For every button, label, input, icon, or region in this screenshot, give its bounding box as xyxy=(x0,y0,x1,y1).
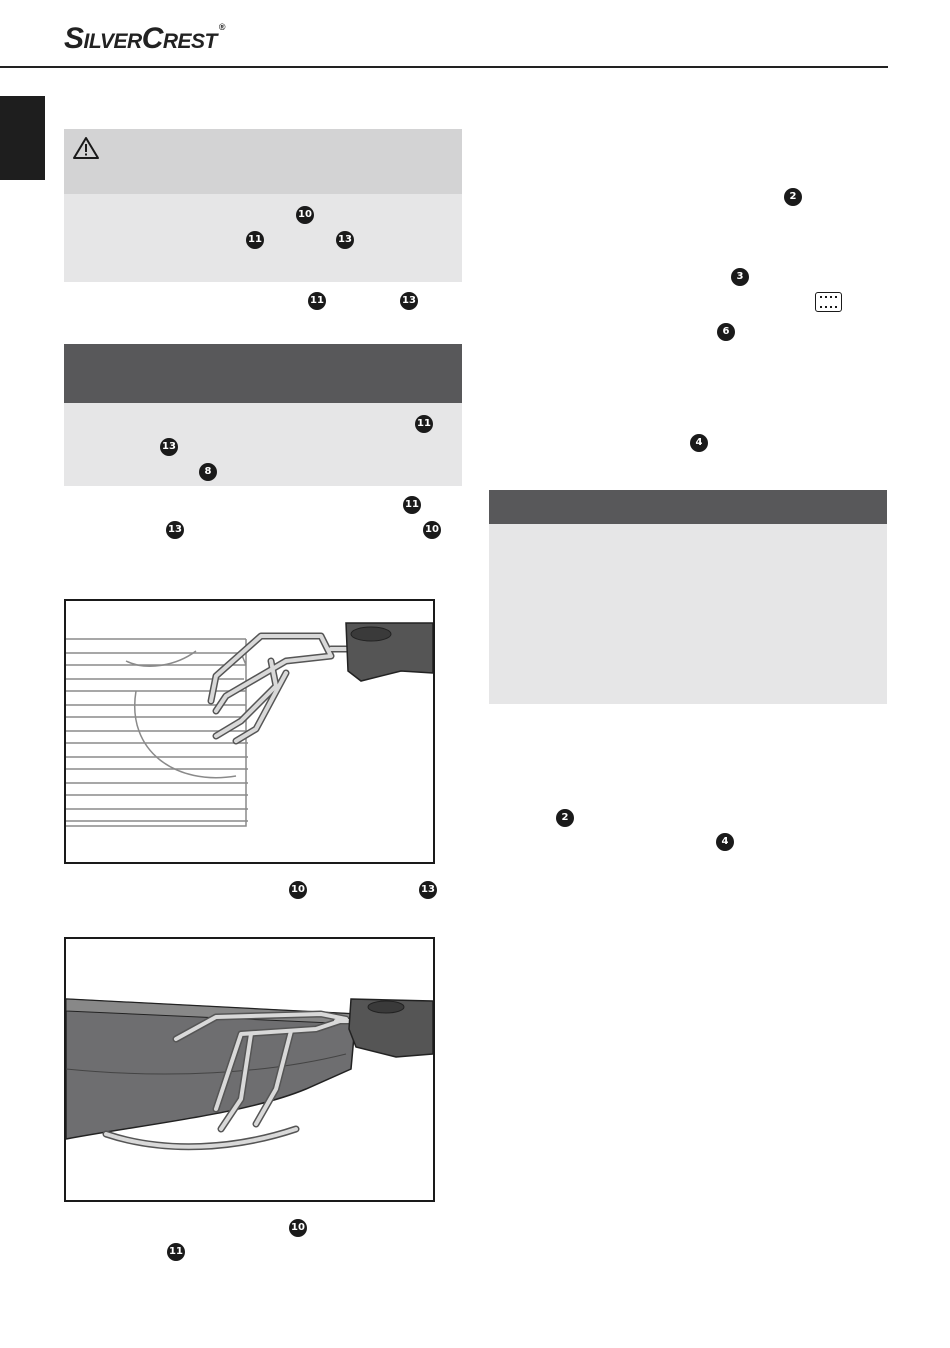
warning-triangle-icon xyxy=(72,136,100,165)
marker-8: 8 xyxy=(199,463,217,481)
notice-box-body xyxy=(64,403,462,486)
marker-2: 2 xyxy=(556,809,574,827)
warning-box-header xyxy=(64,129,462,194)
marker-13: 13 xyxy=(336,231,354,249)
marker-4: 4 xyxy=(690,434,708,452)
tip-box-body xyxy=(489,524,887,704)
marker-13: 13 xyxy=(160,438,178,456)
marker-6: 6 xyxy=(717,323,735,341)
marker-11: 11 xyxy=(246,231,264,249)
marker-13: 13 xyxy=(419,881,437,899)
marker-11: 11 xyxy=(308,292,326,310)
marker-11: 11 xyxy=(403,496,421,514)
marker-13: 13 xyxy=(166,521,184,539)
marker-4: 4 xyxy=(716,833,734,851)
marker-10: 10 xyxy=(289,1219,307,1237)
marker-13: 13 xyxy=(400,292,418,310)
notice-box-header xyxy=(64,344,462,403)
marker-2: 2 xyxy=(784,188,802,206)
figure-tray-lift xyxy=(64,937,435,1202)
brand-logo: SilverCrest ® xyxy=(64,22,226,55)
marker-10: 10 xyxy=(296,206,314,224)
marker-11: 11 xyxy=(415,415,433,433)
display-segment-icon xyxy=(815,292,842,312)
marker-3: 3 xyxy=(731,268,749,286)
tip-box-header xyxy=(489,490,887,524)
header-rule xyxy=(0,66,888,68)
marker-10: 10 xyxy=(423,521,441,539)
language-tab xyxy=(0,96,45,180)
figure-rack-lift xyxy=(64,599,435,864)
marker-11: 11 xyxy=(167,1243,185,1261)
marker-10: 10 xyxy=(289,881,307,899)
